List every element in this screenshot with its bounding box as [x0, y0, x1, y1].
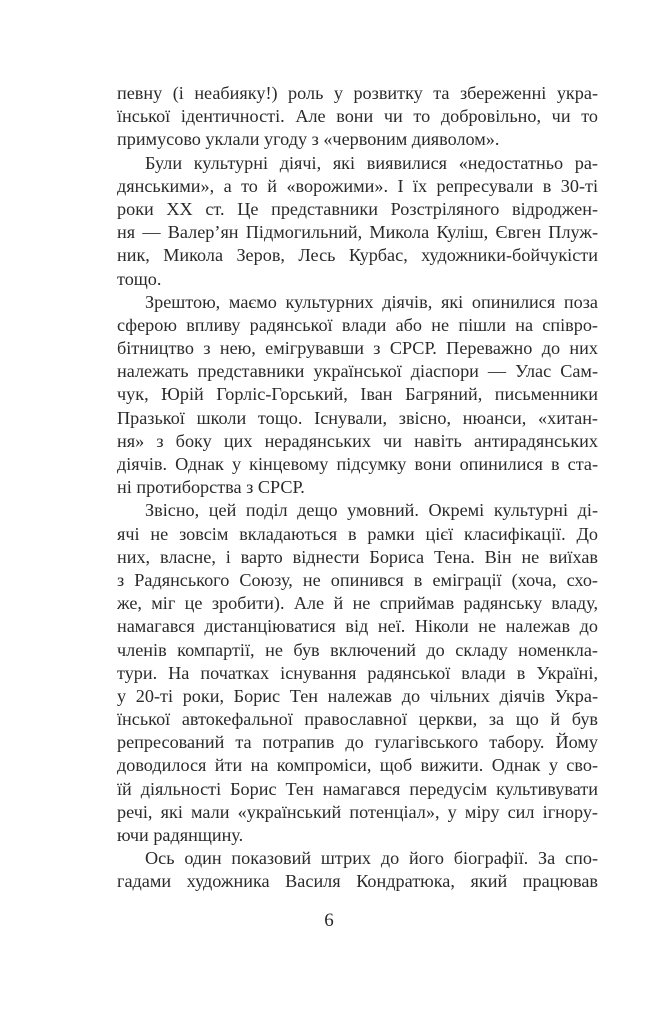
- text-line: Ось один показовий штрих до його біографії. За спо-: [145, 848, 598, 869]
- text-line: належать представники української діаспори — Улас Сам-: [117, 361, 598, 382]
- text-line: Були культурні діячі, які виявилися «недостатньо ра-: [145, 152, 598, 173]
- text-line: їй діяльності Борис Тен намагався передусім культивувати: [117, 778, 598, 799]
- text-line: членів компартії, не був включений до складу номенкла-: [117, 639, 598, 660]
- paragraph: [117, 499, 598, 847]
- text-line: примусово уклали угоду з «червоним дияволом».: [117, 129, 500, 150]
- body-text: [117, 82, 598, 894]
- text-line: їнської ідентичності. Але вони чи то добровільно, чи то: [117, 106, 598, 127]
- text-line: роки XX ст. Це представники Розстріляного відроджен-: [117, 198, 598, 219]
- text-line: певну (і неабияку!) роль у розвитку та збереженні укра-: [117, 83, 598, 103]
- text-line: тощо.: [117, 268, 162, 289]
- text-line: ні протиборства з СРСР.: [117, 477, 305, 498]
- text-line: намагався дистанціюватися від неї. Ніколи не належав до: [117, 616, 598, 637]
- text-line: чук, Юрій Горліс-Горський, Іван Багряний, письменники: [117, 384, 598, 405]
- paragraph: [117, 82, 598, 152]
- paragraph: [117, 152, 598, 291]
- text-line: з Радянського Союзу, не опинився в еміграції (хоча, схо-: [117, 569, 598, 590]
- text-line: ня — Валер’ян Підмогильний, Микола Куліш, Євген Плуж-: [117, 222, 598, 243]
- text-line: діячів. Однак у кінцевому підсумку вони опинилися в ста-: [117, 454, 598, 474]
- page-number: 6: [324, 910, 334, 931]
- text-line: ячі не зовсім вкладаються в рамки цієї класифікації. До: [117, 523, 598, 544]
- text-line: ючи радянщину.: [117, 825, 244, 845]
- text-line: Звісно, цей поділ дещо умовний. Окремі культурні ді-: [145, 500, 598, 521]
- text-line: бітництво з нею, емігрувавши з СРСР. Переважно до них: [117, 338, 598, 359]
- text-line: Зрештою, маємо культурних діячів, які опинилися поза: [145, 291, 598, 312]
- text-line: ник, Микола Зеров, Лесь Курбас, художники-бойчукісти: [117, 245, 598, 266]
- text-line: гадами художника Василя Кондратюка, який працював: [117, 871, 598, 892]
- text-line: їнської автокефальної православної церкви, за що й був: [117, 709, 598, 730]
- text-line: речі, які мали «український потенціал», у міру сил ігнору-: [117, 801, 598, 822]
- text-line: репресований та потрапив до гулагівського табору. Йому: [117, 732, 598, 753]
- text-line: тури. На початках існування радянської влади в Україні,: [117, 662, 598, 683]
- text-line: же, міг це зробити). Але й не сприймав радянську владу,: [117, 593, 598, 614]
- paragraph: [117, 847, 598, 893]
- text-line: них, власне, і варто віднести Бориса Тена. Він не виїхав: [117, 546, 598, 567]
- paragraph: [117, 291, 598, 500]
- text-line: дянськими», а то й «ворожими». І їх репресували в 30-ті: [117, 175, 598, 196]
- text-line: ня» з боку цих нерадянських чи навіть антирадянських: [117, 430, 598, 451]
- text-line: у 20-ті роки, Борис Тен належав до чільних діячів Укра-: [117, 685, 598, 706]
- text-line: доводилося йти на компроміси, щоб вижити. Однак у сво-: [117, 755, 598, 776]
- text-line: Празької школи тощо. Існували, звісно, нюанси, «хитан-: [117, 407, 598, 428]
- text-line: сферою впливу радянської влади або не пішли на співро-: [117, 314, 598, 335]
